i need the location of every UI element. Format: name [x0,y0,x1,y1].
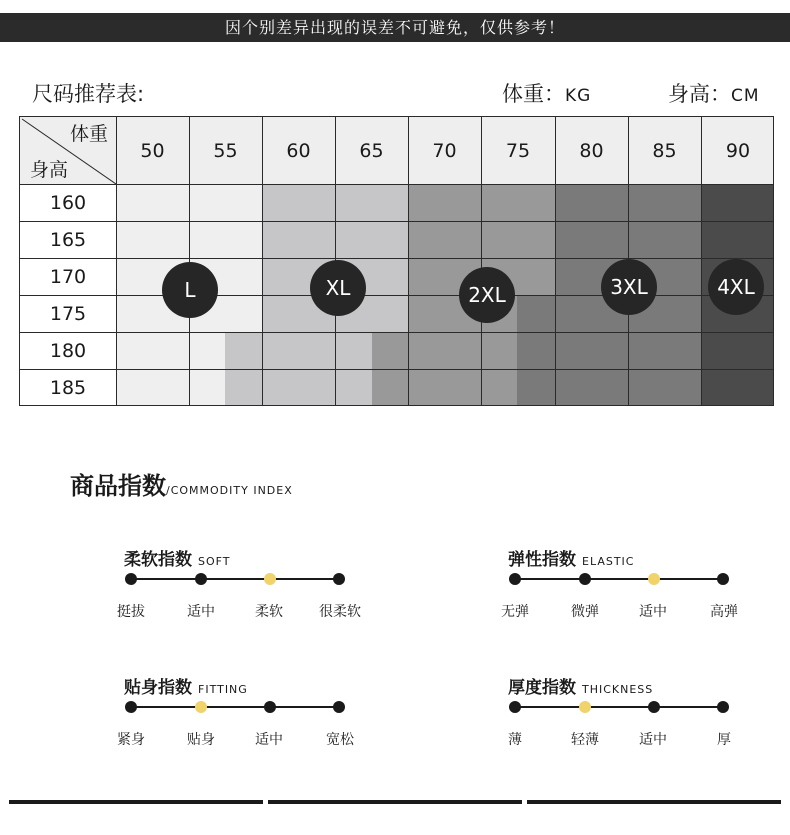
scale-option-label: 厚 [717,732,731,748]
height-header-cell: 175 [49,302,87,325]
height-header-cell: 185 [49,377,87,399]
scale-option-label: 适中 [187,604,215,620]
size-badge-xl: XL [310,260,366,316]
scale-dot-selected [579,701,591,713]
scale-dot [648,701,660,713]
metric-title-zh: 厚度指数 [508,678,576,698]
footer-divider-2 [268,800,522,804]
weight-header-cell: 80 [579,139,604,162]
size-badge-3xl: 3XL [601,259,657,315]
scale-dot-selected [264,573,276,585]
scale-dot [195,573,207,585]
metric-title-zh: 弹性指数 [508,550,576,570]
scale-option-label: 适中 [639,604,667,620]
weight-unit-label [502,78,591,108]
weight-header-cell: 90 [725,139,751,162]
weight-header-cell: 75 [505,139,531,162]
size-badge-2xl: 2XL [459,267,515,323]
metric-title-en: ELASTIC [582,555,635,568]
height-header-cell: 160 [49,191,87,214]
weight-unit: KG [565,86,592,106]
metric-fitting [117,673,361,783]
scale-dot [579,573,591,585]
metric-thickness [505,673,745,783]
weight-header-cell: 50 [140,139,165,162]
grid-row-line [20,184,774,185]
metric-title-zh: 贴身指数 [124,678,192,698]
height-header-cell: 165 [49,228,87,251]
scale-dot [509,701,521,713]
scale-option-label: 柔软 [255,604,283,620]
height-header-cell: 180 [49,339,87,362]
scale-dot [717,701,729,713]
scale-dot-selected [195,701,207,713]
height-unit: CM [731,86,760,106]
scale-option-label: 无弹 [501,604,529,620]
height-header-cell: 170 [49,265,87,288]
metric-title-en: SOFT [198,555,231,568]
scale-track [130,706,338,708]
size-badge-l: L [162,262,218,318]
weight-header-cell: 70 [432,139,457,162]
size-chart-table [19,116,774,406]
metric-title [508,545,634,570]
size-badge-4xl: 4XL [708,259,764,315]
metric-title-zh: 柔软指数 [124,550,192,570]
scale-dot [125,573,137,585]
commodity-index-heading: 商品指数 [70,472,166,500]
footer-divider-1 [9,800,263,804]
footer-divider-3 [527,800,781,804]
height-label: 身高： [668,82,731,106]
metric-elastic [501,545,745,655]
weight-header-cell: 55 [213,139,238,162]
scale-option-label: 薄 [508,732,522,748]
scale-option-label: 贴身 [187,732,215,748]
scale-dot [333,573,345,585]
scale-dot-selected [648,573,660,585]
grid-row-line [20,332,774,333]
grid-row-line [20,221,774,222]
metric-title [508,673,653,698]
weight-header-cell: 60 [286,139,311,162]
corner-height-label: 身高 [30,159,69,181]
grid-row-line [20,295,774,296]
scale-track [514,578,722,580]
metric-title-en: FITTING [198,683,248,696]
height-unit-label [668,78,760,108]
table-corner-cell [20,117,116,184]
commodity-index-title [70,466,293,501]
scale-option-label: 适中 [639,732,667,748]
weight-header-cell: 65 [359,139,384,162]
scale-dot [717,573,729,585]
size-zone-3xl [517,295,555,406]
scale-option-label: 挺拔 [117,604,145,620]
scale-track [130,578,338,580]
metric-title [124,545,231,570]
metric-title [124,673,248,698]
scale-option-label: 很柔软 [319,604,361,620]
scale-track [514,706,722,708]
grid-row-line [20,369,774,370]
grid-row-line [20,258,774,259]
metric-soft [117,545,361,655]
scale-option-label: 紧身 [117,732,145,748]
scale-option-label: 适中 [255,732,283,748]
scale-dot [509,573,521,585]
scale-dot [264,701,276,713]
commodity-index-subtitle: /COMMODITY INDEX [166,484,293,497]
scale-option-label: 宽松 [326,732,354,748]
disclaimer-banner: 因个别差异出现的误差不可避免，仅供参考！ [0,13,790,42]
scale-dot [125,701,137,713]
scale-option-label: 高弹 [710,604,738,620]
size-chart-title: 尺码推荐表: [32,82,145,106]
weight-header-cell: 85 [652,139,677,162]
metric-title-en: THICKNESS [582,683,654,696]
scale-dot [333,701,345,713]
weight-label: 体重： [502,82,565,106]
scale-option-label: 轻薄 [571,732,599,748]
scale-option-label: 微弹 [571,604,599,620]
corner-weight-label: 体重 [70,123,109,145]
